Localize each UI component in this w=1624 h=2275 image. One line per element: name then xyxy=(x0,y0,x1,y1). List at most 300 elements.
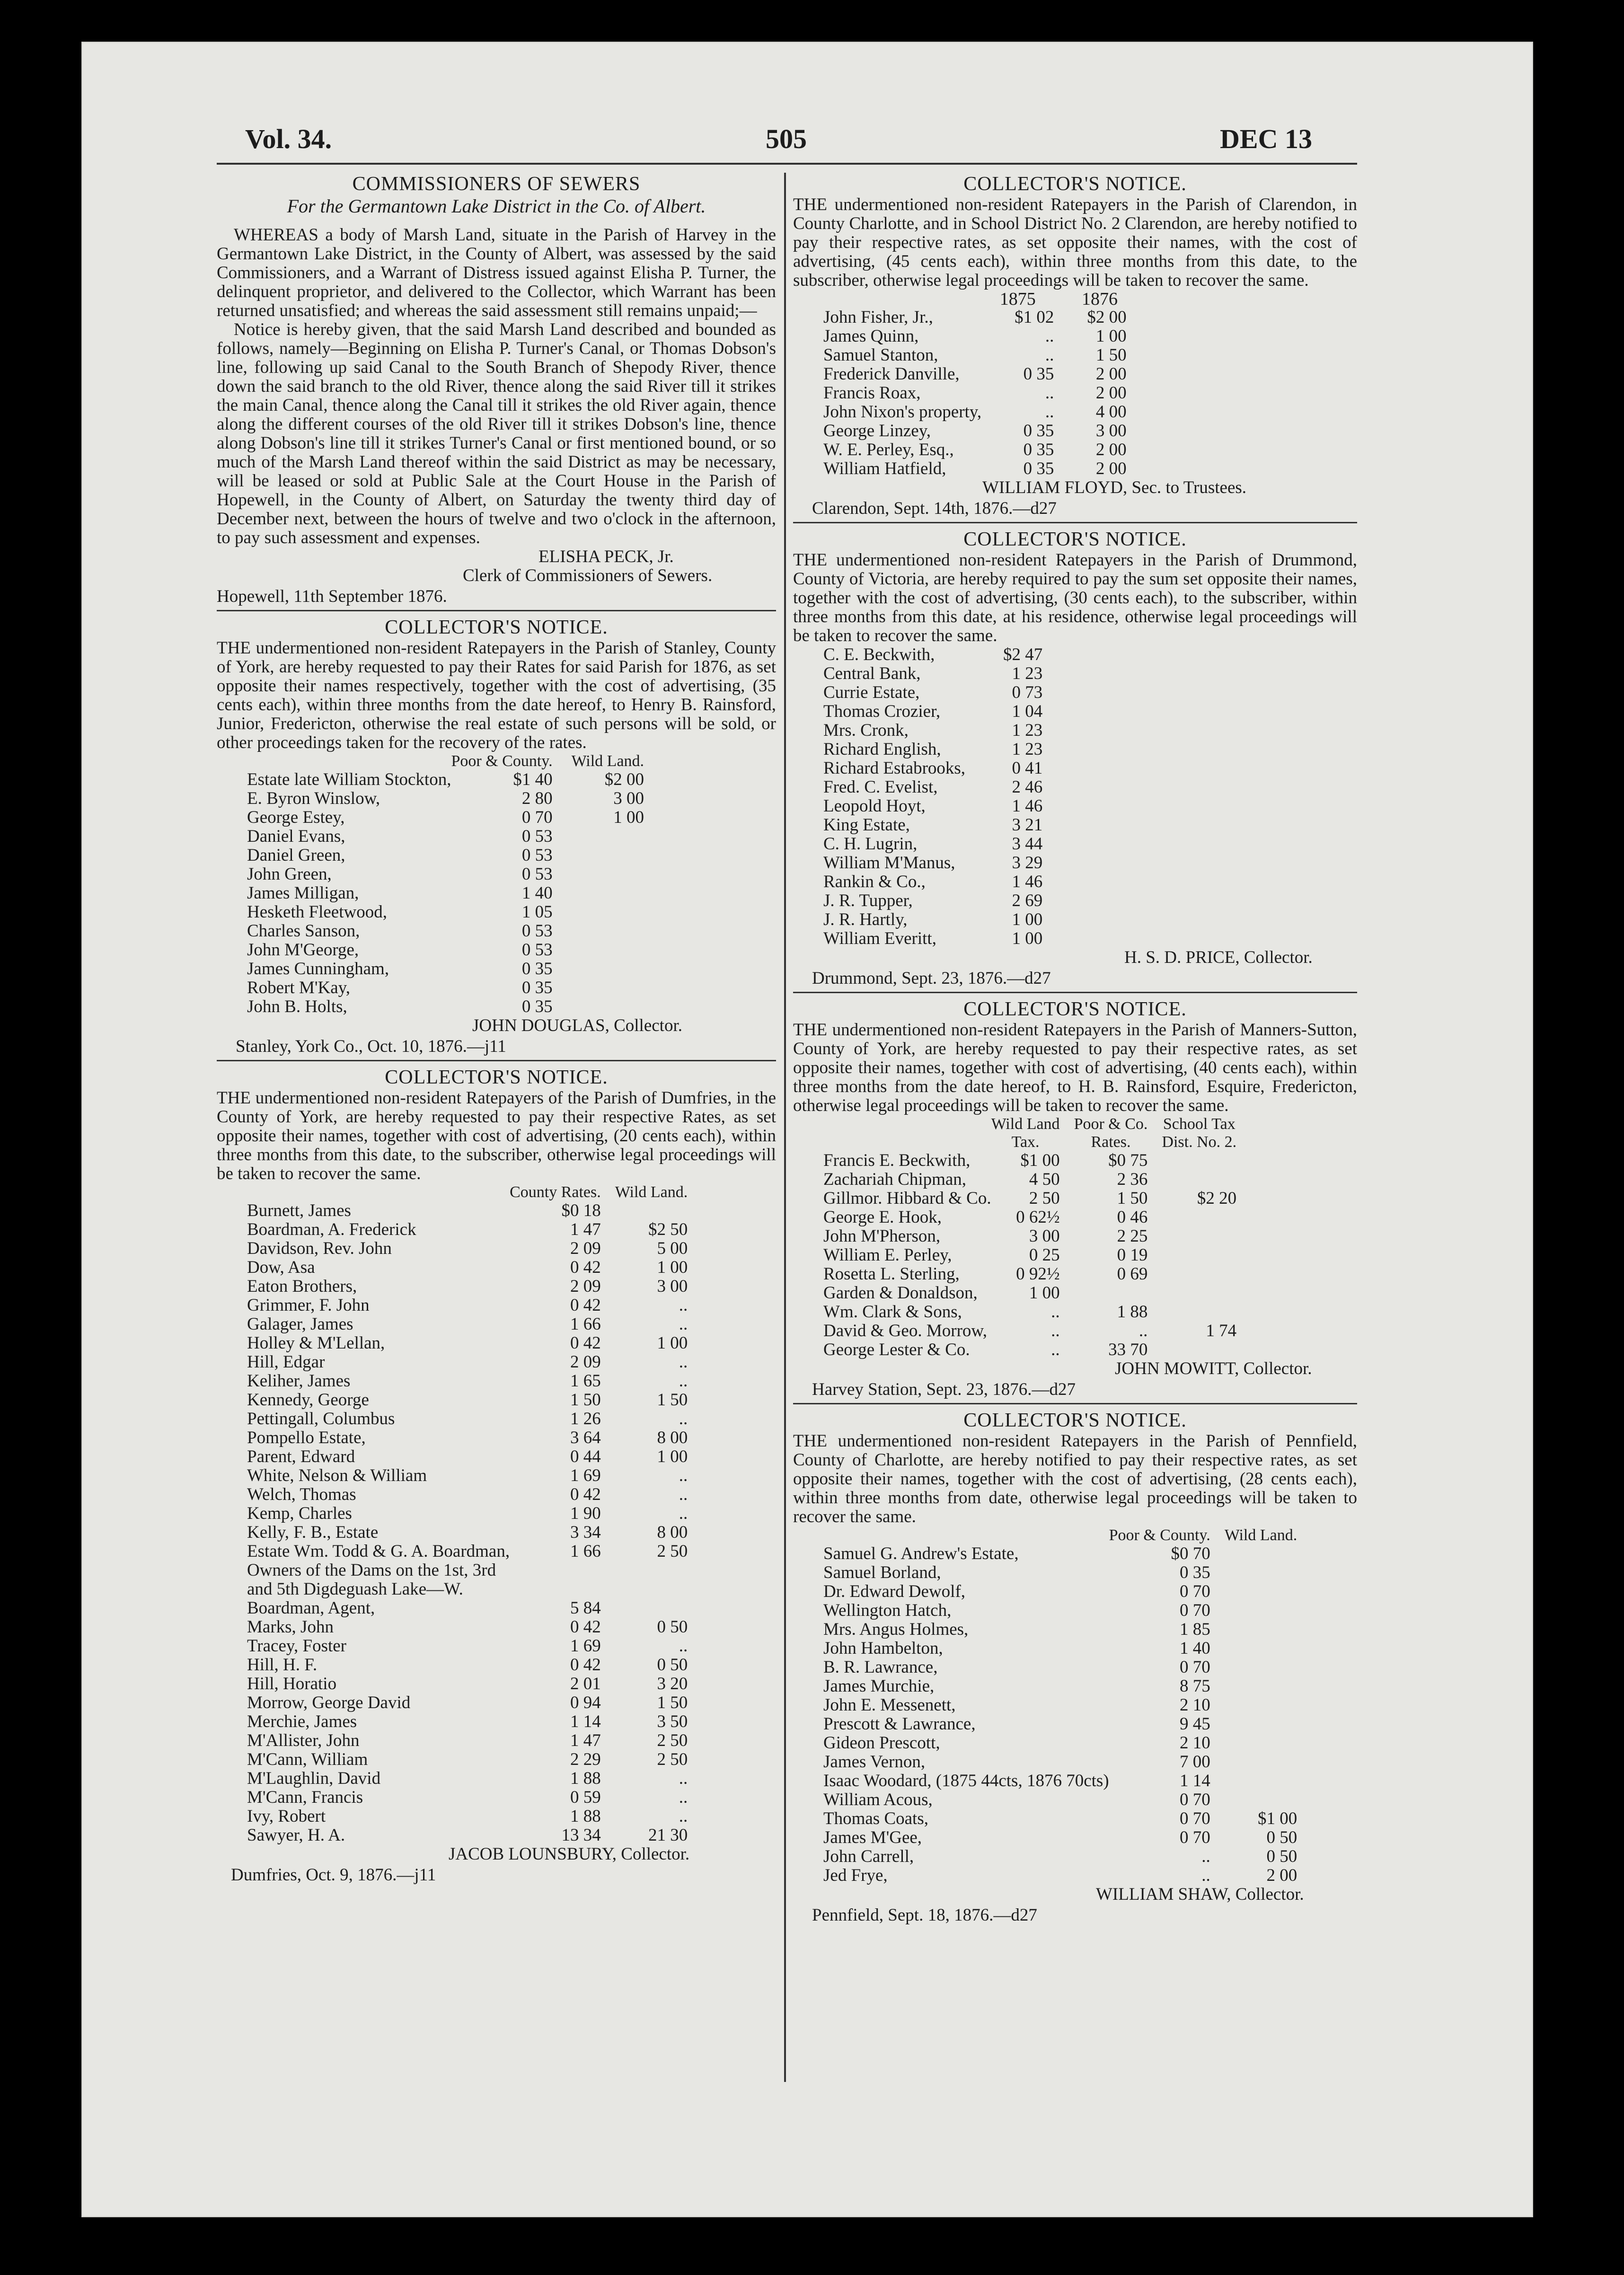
amount-cell: .. xyxy=(1051,1340,1060,1359)
table-row xyxy=(793,1246,1236,1265)
amount-cell xyxy=(1147,1151,1236,1170)
table-row xyxy=(217,789,644,808)
table-row xyxy=(217,1410,688,1428)
amount-cell: 0 53 xyxy=(521,827,553,846)
table-row xyxy=(217,1826,688,1845)
table-row xyxy=(793,645,1042,664)
amount-cell: .. xyxy=(679,1466,688,1485)
amount-cell: .. xyxy=(679,1409,688,1428)
section-rule xyxy=(217,1060,776,1061)
amount-cell: 2 00 xyxy=(1266,1866,1297,1885)
amount-cell: 33 70 xyxy=(1108,1340,1148,1359)
amount-cell: 0 44 xyxy=(570,1447,601,1466)
amount-cell: 0 70 xyxy=(1179,1809,1210,1828)
ratepayer-name: Tracey, Foster xyxy=(247,1636,346,1656)
amount-cell: 1 50 xyxy=(570,1390,601,1410)
table-row xyxy=(217,1637,688,1656)
ratepayer-name: Garden & Donaldson, xyxy=(823,1283,978,1303)
ratepayer-name: George E. Hook, xyxy=(823,1208,942,1227)
amount-cell xyxy=(553,865,644,884)
ratepayer-name: Grimmer, F. John xyxy=(247,1296,370,1315)
table-row xyxy=(793,1563,1297,1582)
table-row xyxy=(793,403,1127,422)
amount-cell: 8 00 xyxy=(657,1428,688,1447)
place-date: Drummond, Sept. 23, 1876.—d27 xyxy=(812,969,1051,988)
ratepayer-name: Richard English, xyxy=(823,740,941,759)
amount-cell: 1 04 xyxy=(1012,702,1043,721)
ratepayer-name: Thomas Crozier, xyxy=(823,702,941,721)
table-row xyxy=(217,1391,688,1410)
table-row xyxy=(217,1485,688,1504)
table-row xyxy=(217,1466,688,1485)
signature: JOHN MOWITT, Collector. xyxy=(1115,1359,1312,1378)
table-row xyxy=(217,1258,688,1277)
page-number: 505 xyxy=(766,123,807,154)
ratepayer-name: Dow, Asa xyxy=(247,1258,315,1277)
ratepayer-name: Dr. Edward Dewolf, xyxy=(823,1582,966,1601)
ratepayer-name: John M'George, xyxy=(247,940,359,960)
ratepayer-name: Keliher, James xyxy=(247,1371,351,1391)
column-header: Dist. No. 2. xyxy=(1162,1133,1237,1151)
amount-cell xyxy=(1147,1227,1236,1246)
table-row xyxy=(793,740,1042,759)
ratepayer-name: Marks, John xyxy=(247,1617,334,1637)
table-row xyxy=(217,922,644,941)
ratepayer-name: Welch, Thomas xyxy=(247,1485,356,1504)
amount-cell xyxy=(1147,1303,1236,1322)
amount-cell: .. xyxy=(679,1769,688,1788)
amount-cell xyxy=(1060,1284,1148,1303)
amount-cell: 1 23 xyxy=(1012,740,1043,759)
amount-cell: 1 00 xyxy=(1012,910,1043,929)
notice-title: COLLECTOR'S NOTICE. xyxy=(963,173,1187,195)
ratepayer-name: Rosetta L. Sterling, xyxy=(823,1264,960,1284)
ratepayer-name: and 5th Digdeguash Lake—W. xyxy=(247,1579,463,1599)
amount-cell: 0 35 xyxy=(1023,440,1054,459)
table-row xyxy=(793,721,1042,740)
amount-cell: 0 46 xyxy=(1117,1208,1148,1227)
amount-cell: 0 42 xyxy=(570,1296,601,1315)
table-row xyxy=(217,1315,688,1334)
ratepayer-name: Hill, H. F. xyxy=(247,1655,318,1675)
notice-paragraph: THE undermentioned non-resident Ratepayers in the Parish of Manners-Sutton, County of York, are hereby requested to pay their respective rates, as set opposite their names, together with cost of advertising, (40 cents each), within three months from the date hereof, to H. B. Rainsford, Esquire, Fredericton, otherwise legal proceedings will be taken to recover the same. xyxy=(793,1020,1357,1115)
table-row xyxy=(217,884,644,903)
notice-paragraph: Notice is hereby given, that the said Marsh Land described and bounded as follows, namely—Beginning on Elisha P. Turner's Canal, or Thomas Dobson's line, following up said Canal to the South Branch of Shepody River, thence down the said branch to the old River, thence along the said River till it strikes the main Canal, thence along the Canal till it strikes the old River again, thence along the different courses of the old River till it strikes Dobson's line, thence along Dobson's line till it strikes Turner's Canal or first mentioned bound, or so much of the Marsh Land thereof within the said District as may be necessary, will be leased or sold at Public Sale at the Court House in the Parish of Hopewell, in the County of Albert, on Saturday the twenty third day of December next, between the hours of twelve and two o'clock in the afternoon, to pay such assessment and expenses. xyxy=(217,320,776,547)
section-rule xyxy=(793,992,1357,993)
column-header: Poor & Co. xyxy=(1074,1115,1148,1133)
amount-cell: 1 47 xyxy=(570,1731,601,1750)
amount-cell: .. xyxy=(679,1636,688,1656)
amount-cell: 1 46 xyxy=(1012,796,1043,816)
amount-cell: 0 35 xyxy=(521,997,553,1016)
ratepayer-name: James Murchie, xyxy=(823,1676,935,1696)
amount-cell xyxy=(1210,1639,1297,1658)
table-row xyxy=(793,1265,1236,1284)
amount-cell xyxy=(1210,1620,1297,1639)
ratepayer-name: John Fisher, Jr., xyxy=(823,308,933,327)
amount-cell: 21 30 xyxy=(648,1825,688,1845)
table-row xyxy=(793,327,1127,346)
table-row xyxy=(217,1580,688,1599)
table-row xyxy=(793,1828,1297,1847)
table-row xyxy=(793,1322,1236,1340)
table-row xyxy=(793,459,1127,478)
amount-cell: 0 35 xyxy=(1023,459,1054,478)
ratepayer-name: Ivy, Robert xyxy=(247,1807,326,1826)
amount-cell xyxy=(1147,1208,1236,1227)
amount-cell: 5 84 xyxy=(570,1598,601,1618)
ratepayer-name: Morrow, George David xyxy=(247,1693,411,1712)
left-column xyxy=(217,173,776,1885)
table-row xyxy=(217,1618,688,1637)
amount-cell: 1 50 xyxy=(657,1390,688,1410)
amount-cell: $1 02 xyxy=(1015,308,1054,327)
table-row xyxy=(793,910,1042,929)
amount-cell: 0 50 xyxy=(1266,1847,1297,1866)
notice-paragraph: THE undermentioned non-resident Ratepayers of the Parish of Dumfries, in the County of York, are hereby requested to pay their respective Rates, as set opposite their names, together with cost of advertising, (20 cents each), within three months from this date, to the subscriber, otherwise legal proceedings will be taken to recover the same. xyxy=(217,1088,776,1183)
ratepayer-name: Prescott & Lawrance, xyxy=(823,1714,976,1734)
amount-cell: 3 21 xyxy=(1012,815,1043,835)
amount-cell: 1 88 xyxy=(570,1769,601,1788)
ratepayer-name: Wm. Clark & Sons, xyxy=(823,1302,962,1322)
ratepayer-name: George Estey, xyxy=(247,808,345,827)
ratepayer-name: Hesketh Fleetwood, xyxy=(247,902,387,922)
signature: H. S. D. PRICE, Collector. xyxy=(1124,948,1313,967)
ratepayer-name: John Green, xyxy=(247,864,332,884)
volume-label: Vol. 34. xyxy=(245,123,332,154)
amount-cell: 2 09 xyxy=(570,1239,601,1258)
table-row xyxy=(793,1734,1297,1753)
amount-cell xyxy=(553,903,644,922)
amount-cell: 1 00 xyxy=(1012,929,1043,948)
ratepayer-name: Francis E. Beckwith, xyxy=(823,1151,971,1170)
amount-cell: .. xyxy=(679,1371,688,1391)
amount-cell xyxy=(1210,1677,1297,1696)
ratepayer-name: Kemp, Charles xyxy=(247,1504,352,1523)
clarendon-notice xyxy=(793,173,1357,518)
amount-cell xyxy=(1147,1265,1236,1284)
amount-cell xyxy=(1147,1340,1236,1359)
amount-cell: 1 00 xyxy=(1095,326,1127,346)
amount-cell: 3 00 xyxy=(613,789,644,808)
table-row xyxy=(793,1677,1297,1696)
table-row xyxy=(793,683,1042,702)
signature-title: Clerk of Commissioners of Sewers. xyxy=(463,566,713,585)
table-row xyxy=(793,929,1042,948)
ratepayer-name: Zachariah Chipman, xyxy=(823,1170,967,1189)
ratepayer-name: Hill, Horatio xyxy=(247,1674,337,1693)
column-header: County Rates. xyxy=(510,1183,601,1201)
column-divider xyxy=(784,173,786,2082)
amount-cell: $0 75 xyxy=(1108,1151,1148,1170)
ratepayer-name: Wellington Hatch, xyxy=(823,1601,952,1620)
table-row xyxy=(217,997,644,1016)
amount-cell: 0 42 xyxy=(570,1617,601,1637)
amount-cell: 4 00 xyxy=(1095,402,1127,422)
amount-cell: 0 53 xyxy=(521,921,553,941)
manners-sutton-notice xyxy=(793,998,1357,1399)
stanley-notice xyxy=(217,616,776,1056)
ratepayer-name: M'Cann, William xyxy=(247,1750,368,1769)
amount-cell: 3 64 xyxy=(570,1428,601,1447)
place-date: Harvey Station, Sept. 23, 1876.—d27 xyxy=(812,1380,1076,1399)
amount-cell: $2 00 xyxy=(1087,308,1127,327)
ratepayer-name: John Hambelton, xyxy=(823,1639,943,1658)
table-row xyxy=(793,1189,1236,1208)
notice-title: COLLECTOR'S NOTICE. xyxy=(385,1067,608,1088)
table-row xyxy=(793,365,1127,384)
ratepayer-name: Eaton Brothers, xyxy=(247,1277,357,1296)
table-row xyxy=(217,1693,688,1712)
amount-cell: 0 70 xyxy=(1179,1658,1210,1677)
amount-cell: 1 40 xyxy=(1179,1639,1210,1658)
ratepayer-name: Rankin & Co., xyxy=(823,872,926,891)
ratepayer-name: James M'Gee, xyxy=(823,1828,922,1847)
amount-cell: 0 62½ xyxy=(1016,1208,1060,1227)
amount-cell: 1 88 xyxy=(1117,1302,1148,1322)
ratepayer-name: Estate Wm. Todd & G. A. Boardman, xyxy=(247,1542,510,1561)
notice-paragraph: THE undermentioned non-resident Ratepayers in the Parish of Clarendon, in County Charlotte, and in School District No. 2 Clarendon, are hereby notified to pay their respective rates, as set opposite their names, with the cost of advertising, (45 cents each), within three months from this date, to the subscriber, otherwise legal proceedings will be taken to recover the same. xyxy=(793,195,1357,290)
amount-cell: $0 70 xyxy=(1171,1544,1210,1563)
table-row xyxy=(793,1227,1236,1246)
amount-cell: 0 70 xyxy=(1179,1790,1210,1809)
ratepayer-name: John E. Messenett, xyxy=(823,1695,956,1715)
ratepayer-name: Parent, Edward xyxy=(247,1447,355,1466)
column-header: Wild Land xyxy=(991,1115,1060,1133)
table-row xyxy=(793,346,1127,365)
table-row xyxy=(793,778,1042,797)
ratepayer-name: George Linzey, xyxy=(823,421,931,441)
amount-cell: .. xyxy=(679,1788,688,1807)
amount-cell: 2 80 xyxy=(521,789,553,808)
amount-cell: 2 00 xyxy=(1095,459,1127,478)
table-row xyxy=(793,441,1127,459)
amount-cell: 0 35 xyxy=(521,978,553,997)
amount-cell xyxy=(553,884,644,903)
amount-cell: 1 50 xyxy=(1117,1189,1148,1208)
amount-cell xyxy=(553,846,644,865)
amount-cell xyxy=(1210,1734,1297,1753)
issue-date: DEC 13 xyxy=(1220,123,1312,154)
ratepayer-name: Sawyer, H. A. xyxy=(247,1825,345,1845)
amount-cell: .. xyxy=(1045,402,1054,422)
amount-cell: $1 40 xyxy=(513,770,553,789)
table-row xyxy=(217,1788,688,1807)
table-row xyxy=(793,1753,1297,1772)
table-row xyxy=(793,835,1042,854)
place-date: Pennfield, Sept. 18, 1876.—d27 xyxy=(812,1905,1037,1925)
column-header: Rates. xyxy=(1091,1133,1131,1151)
amount-cell: $1 00 xyxy=(1020,1151,1060,1170)
column-header: 1876 xyxy=(1082,289,1118,309)
ratepayer-name: Isaac Woodard, (1875 44cts, 1876 70cts) xyxy=(823,1771,1109,1790)
ratepayer-name: Thomas Coats, xyxy=(823,1809,928,1828)
amount-cell: 1 26 xyxy=(570,1409,601,1428)
amount-cell xyxy=(1210,1601,1297,1620)
table-row xyxy=(793,1658,1297,1677)
table-row xyxy=(793,1639,1297,1658)
table-row xyxy=(217,1712,688,1731)
table-row xyxy=(217,941,644,960)
table-row xyxy=(793,854,1042,873)
place-date: Hopewell, 11th September 1876. xyxy=(217,587,447,606)
signature: WILLIAM SHAW, Collector. xyxy=(1096,1885,1304,1904)
amount-cell: 1 66 xyxy=(570,1542,601,1561)
table-row xyxy=(217,1220,688,1239)
amount-cell: 1 74 xyxy=(1206,1321,1237,1340)
amount-cell: 1 85 xyxy=(1179,1620,1210,1639)
table-row xyxy=(793,1847,1297,1866)
amount-cell: 8 75 xyxy=(1179,1676,1210,1696)
ratepayer-name: William E. Perley, xyxy=(823,1245,952,1265)
ratepayer-name: William Hatfield, xyxy=(823,459,946,478)
amount-cell: 0 59 xyxy=(570,1788,601,1807)
table-row xyxy=(793,1170,1236,1189)
column-header: Wild Land. xyxy=(571,752,644,770)
table-row xyxy=(793,1544,1297,1563)
amount-cell: 3 44 xyxy=(1012,834,1043,854)
drummond-notice xyxy=(793,528,1357,988)
amount-cell: 1 14 xyxy=(1179,1771,1210,1790)
amount-cell: 1 00 xyxy=(657,1447,688,1466)
ratepayer-name: Gillmor. Hibbard & Co. xyxy=(823,1189,991,1208)
table-row xyxy=(217,1807,688,1826)
amount-cell xyxy=(1210,1753,1297,1772)
table-row xyxy=(793,1303,1236,1322)
amount-cell: 0 35 xyxy=(1023,421,1054,441)
amount-cell xyxy=(1147,1170,1236,1189)
amount-cell: 0 70 xyxy=(1179,1582,1210,1601)
rate-table xyxy=(793,1115,1236,1359)
amount-cell: .. xyxy=(679,1296,688,1315)
table-row xyxy=(217,1750,688,1769)
table-row xyxy=(217,1447,688,1466)
amount-cell: 0 70 xyxy=(1179,1828,1210,1847)
amount-cell: 0 25 xyxy=(1029,1245,1060,1265)
table-row xyxy=(217,960,644,979)
ratepayer-name: Pettingall, Columbus xyxy=(247,1409,395,1428)
notice-title: COMMISSIONERS OF SEWERS xyxy=(352,173,641,195)
table-row xyxy=(793,1715,1297,1734)
amount-cell: 8 00 xyxy=(657,1523,688,1542)
amount-cell: 3 00 xyxy=(1029,1226,1060,1246)
amount-cell: 0 53 xyxy=(521,864,553,884)
table-row xyxy=(793,702,1042,721)
amount-cell: 1 23 xyxy=(1012,721,1043,740)
notice-title: COLLECTOR'S NOTICE. xyxy=(385,617,608,638)
ratepayer-name: Francis Roax, xyxy=(823,383,921,403)
ratepayer-name: Daniel Green, xyxy=(247,846,345,865)
rate-table xyxy=(217,1183,688,1845)
column-header: Wild Land. xyxy=(1224,1526,1297,1544)
amount-cell: $2 20 xyxy=(1197,1189,1237,1208)
amount-cell: 3 34 xyxy=(570,1523,601,1542)
ratepayer-name: M'Cann, Francis xyxy=(247,1788,363,1807)
table-row xyxy=(793,759,1042,778)
amount-cell: 0 94 xyxy=(570,1693,601,1712)
amount-cell: 7 00 xyxy=(1179,1752,1210,1772)
ratepayer-name: B. R. Lawrance, xyxy=(823,1658,938,1677)
ratepayer-name: Owners of the Dams on the 1st, 3rd xyxy=(247,1561,496,1580)
amount-cell xyxy=(553,960,644,979)
ratepayer-name: Estate late William Stockton, xyxy=(247,770,451,789)
ratepayer-name: C. H. Lugrin, xyxy=(823,834,918,854)
amount-cell: 5 00 xyxy=(657,1239,688,1258)
ratepayer-name: Galager, James xyxy=(247,1314,353,1334)
amount-cell xyxy=(1210,1715,1297,1734)
amount-cell xyxy=(553,979,644,997)
column-header: 1875 xyxy=(999,289,1036,309)
table-row xyxy=(793,1340,1236,1359)
notice-title: COLLECTOR'S NOTICE. xyxy=(963,998,1187,1020)
amount-cell xyxy=(1210,1582,1297,1601)
amount-cell: 1 46 xyxy=(1012,872,1043,891)
table-row xyxy=(217,1599,688,1618)
amount-cell: 3 50 xyxy=(657,1712,688,1731)
ratepayer-name: Samuel G. Andrew's Estate, xyxy=(823,1544,1019,1563)
ratepayer-name: J. R. Tupper, xyxy=(823,891,913,910)
amount-cell: 0 42 xyxy=(570,1333,601,1353)
ratepayer-name: Frederick Danville, xyxy=(823,364,960,384)
amount-cell xyxy=(601,1201,688,1220)
table-row xyxy=(217,1372,688,1391)
amount-cell: $0 18 xyxy=(561,1201,601,1220)
column-header: Tax. xyxy=(1011,1133,1040,1151)
amount-cell: 0 92½ xyxy=(1016,1264,1060,1284)
amount-cell: 2 00 xyxy=(1095,383,1127,403)
table-row xyxy=(217,1277,688,1296)
amount-cell: 0 69 xyxy=(1117,1264,1148,1284)
ratepayer-name: Kennedy, George xyxy=(247,1390,369,1410)
amount-cell: 2 00 xyxy=(1095,364,1127,384)
amount-cell xyxy=(553,941,644,960)
amount-cell: 2 09 xyxy=(570,1352,601,1372)
table-row xyxy=(793,1151,1236,1170)
notice-title: COLLECTOR'S NOTICE. xyxy=(963,529,1187,550)
table-row xyxy=(793,1809,1297,1828)
amount-cell: 0 50 xyxy=(657,1617,688,1637)
column-header: Poor & County. xyxy=(451,752,553,770)
amount-cell xyxy=(1147,1284,1236,1303)
ratepayer-name: Mrs. Cronk, xyxy=(823,721,909,740)
table-row xyxy=(217,1239,688,1258)
ratepayer-name: David & Geo. Morrow, xyxy=(823,1321,987,1340)
amount-cell: 0 35 xyxy=(521,959,553,979)
amount-cell: 1 47 xyxy=(570,1220,601,1239)
amount-cell: .. xyxy=(1201,1866,1210,1885)
table-row xyxy=(217,1769,688,1788)
place-date: Dumfries, Oct. 9, 1876.—j11 xyxy=(231,1865,436,1885)
amount-cell xyxy=(1210,1658,1297,1677)
place-date: Clarendon, Sept. 14th, 1876.—d27 xyxy=(812,499,1057,518)
table-row xyxy=(793,1772,1297,1790)
table-row xyxy=(793,1866,1297,1885)
amount-cell: 0 53 xyxy=(521,940,553,960)
amount-cell: .. xyxy=(1051,1302,1060,1322)
amount-cell: 1 69 xyxy=(570,1466,601,1485)
table-row xyxy=(217,1731,688,1750)
amount-cell: 3 20 xyxy=(657,1674,688,1693)
amount-cell: .. xyxy=(1051,1321,1060,1340)
pennfield-notice xyxy=(793,1409,1357,1925)
ratepayer-name: Merchie, James xyxy=(247,1712,357,1731)
amount-cell: 1 88 xyxy=(570,1807,601,1826)
amount-cell: .. xyxy=(1201,1847,1210,1866)
amount-cell: 1 05 xyxy=(521,902,553,922)
notice-title: COLLECTOR'S NOTICE. xyxy=(963,1410,1187,1431)
amount-cell xyxy=(601,1599,688,1618)
amount-cell: 0 50 xyxy=(1266,1828,1297,1847)
